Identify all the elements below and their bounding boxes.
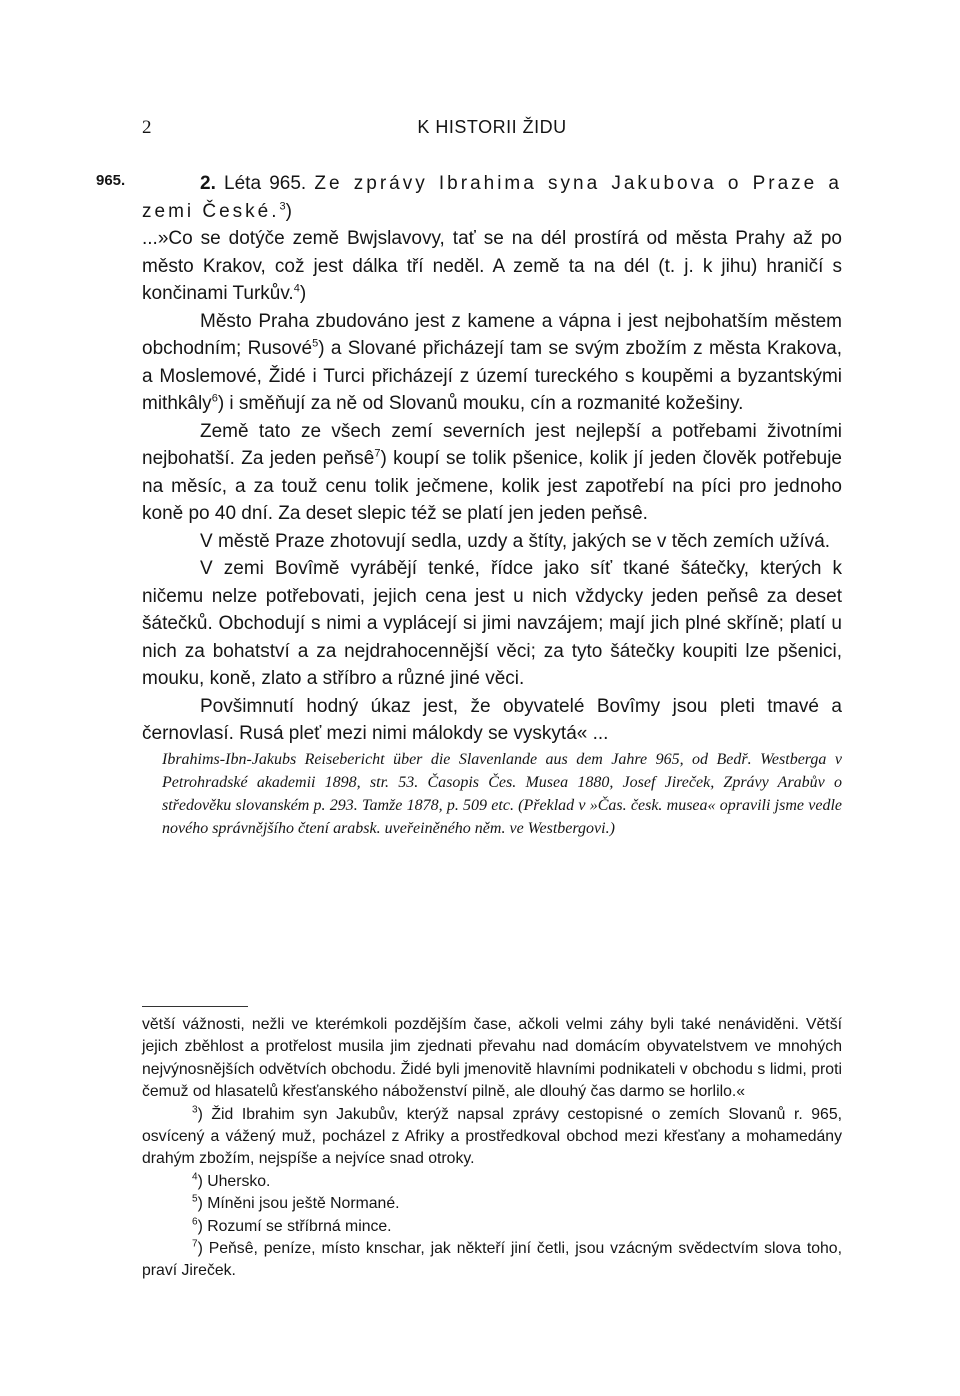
footnote-mark: 4 [192, 1171, 198, 1183]
source-citation: Ibrahims-Ibn-Jakubs Reisebericht über die Slavenlande aus dem Jahre 965, od Bedř. Westberga v Petrohradské akademii 1898, str. 53. Časopis Čes. Musea 1880, Josef Jireček, Zprávy Arabův o středověku slovanském p. 293. Tamže 1878, p. 509 etc. (Překlad v »Čas. česk. musea« opravili jsme vedle nového správnějšího čtení arabsk. uveřeiněného něm. ve Westbergovi.) [162, 750, 842, 837]
footnote-mark: 3 [192, 1104, 198, 1116]
paragraph-text: V městě Praze zhotovují sedla, uzdy a štíty, jakých se v těch zemích užívá. [200, 530, 831, 552]
page-number: 2 [142, 117, 152, 138]
footnote-ref: 7 [374, 447, 381, 460]
paragraph [142, 308, 842, 418]
footnote [142, 1238, 842, 1283]
paragraph-text: Země tato ze všech zemí severních jest nejlepší a potřebami životními nejbohatší. Za jeden peňsê [142, 420, 842, 469]
paragraph-text: ) [299, 283, 307, 304]
footnote-text: ) Rozumí se stříbrná mince. [197, 1217, 392, 1235]
body-text [142, 170, 842, 840]
footnote-mark: 7 [192, 1238, 198, 1250]
paragraph [142, 528, 842, 556]
footnote [142, 1171, 842, 1193]
paragraph-text: V zemi Bovîmě vyrábějí tenké, řídce jako síť tkané šátečky, kterých k ničemu nelze potřebovati, jejich cena jest u nich vždycky jeden peňsê za deset šátečků. Obchodují s nimi a vyplácejí si jimi navzájem; mají jich plné skříně; platí u nich za bohatství a za nejdrahocennější věci; za tyto šátečky koupiti lze pšenici, mouku, koně, zlato a stříbro a různé jiné věci. [142, 558, 842, 689]
paragraph-text: ) i směňují za ně od Slovanů mouku, cín a rozmanité kožešiny. [217, 393, 744, 414]
paragraph-text: Město Praha zbudováno jest z kamene a vápna i jest nejbohatším městem obchodním; Rusové [142, 310, 842, 359]
section-date: Léta 965. [224, 173, 307, 194]
paragraph-text: Povšimnutí hodný úkaz jest, že obyvatelé Bovîmy jsou pleti tmavé a černovlasí. Rusá pleť mezi nimi málokdy se vyskytá« ... [142, 695, 842, 744]
section-number: 2. [200, 173, 216, 194]
footnotes [142, 1014, 842, 1283]
section-title-close: ) [285, 200, 292, 222]
footnote [142, 1193, 842, 1215]
footnote-mark: 6 [192, 1216, 198, 1228]
paragraph [142, 418, 842, 528]
footnote-text: ) Uhersko. [197, 1172, 271, 1190]
paragraph-text: ) koupí se tolik pšenice, kolik jí jeden člověk potřebuje na měsíc, a za touž cenu tolik ječmene, kolik jest zapotřebí na píci pro jednoho koně po 40 dní. Za deset slepic též se platí jen jeden peňsê. [142, 448, 842, 524]
margin-year: 965. [96, 172, 126, 189]
footnote-ref: 6 [211, 392, 218, 405]
paragraph [142, 555, 842, 693]
footnote [142, 1216, 842, 1238]
footnote-continuation: větší vážnosti, nežli ve kterémkoli pozdějším čase, ačkoli velmi záhy byli také nenáviděni. Větší jejich zběhlost a protřelost musila jim zjednati převahu nad domácím obyvatelstvem ve mnohých nejvýnosnějších odvětvích obchodu. Židé byli jmenovitě hlavními podnikateli v obchodu s lidmi, proti čemuž od hlasatelů křesťanského náboženství pilně, ale dlouhý čas darmo se horlilo.« [142, 1016, 842, 1101]
footnote [142, 1104, 842, 1171]
section-heading [142, 170, 842, 225]
footnote-ref: 4 [293, 282, 300, 295]
paragraph-text: ...»Co se dotýče země Bwjslavovy, tať se na dél prostírá od města Prahy až po město Krakov, což jest dálka tří neděl. A země ta na dél (t. j. k jihu) hraničí s končinami Turkův. [142, 228, 842, 304]
running-head: K HISTORII ŽIDU [417, 117, 567, 137]
footnote-text: ) Žid Ibrahim syn Jakubův, kterýž napsal zprávy cestopisné o zemích Slovanů r. 965, osvícený a vážený muž, pocházel z Afriky a prostředkoval obchod mezi křesťany a mohamedány drahým zbožím, nejspíše a nejvíce snad otroky. [142, 1105, 842, 1168]
footnote-text: ) Míněni jsou ještě Normané. [197, 1195, 400, 1213]
page-header [142, 117, 842, 141]
paragraph [142, 225, 842, 308]
paragraph [142, 693, 842, 748]
section-title: Ze zprávy Ibrahima syna Jakubova o Praze a zemi České. [142, 173, 842, 222]
footnote-divider [142, 1006, 248, 1007]
footnote-ref: 5 [312, 337, 319, 350]
footnote-text: ) Peňsê, peníze, místo knschar, jak někteří jiní četli, jsou vzácným svědectvím slova toho, praví Jireček. [142, 1240, 842, 1280]
footnote-mark: 5 [192, 1193, 198, 1205]
footnote-ref: 3 [279, 200, 286, 213]
paragraph-text: ) a Slované přicházejí tam se svým zbožím z města Krakova, a Moslemové, Židé i Turci přicházejí z území tureckého s koupěmi a byzantskými mithkâly [142, 338, 842, 414]
